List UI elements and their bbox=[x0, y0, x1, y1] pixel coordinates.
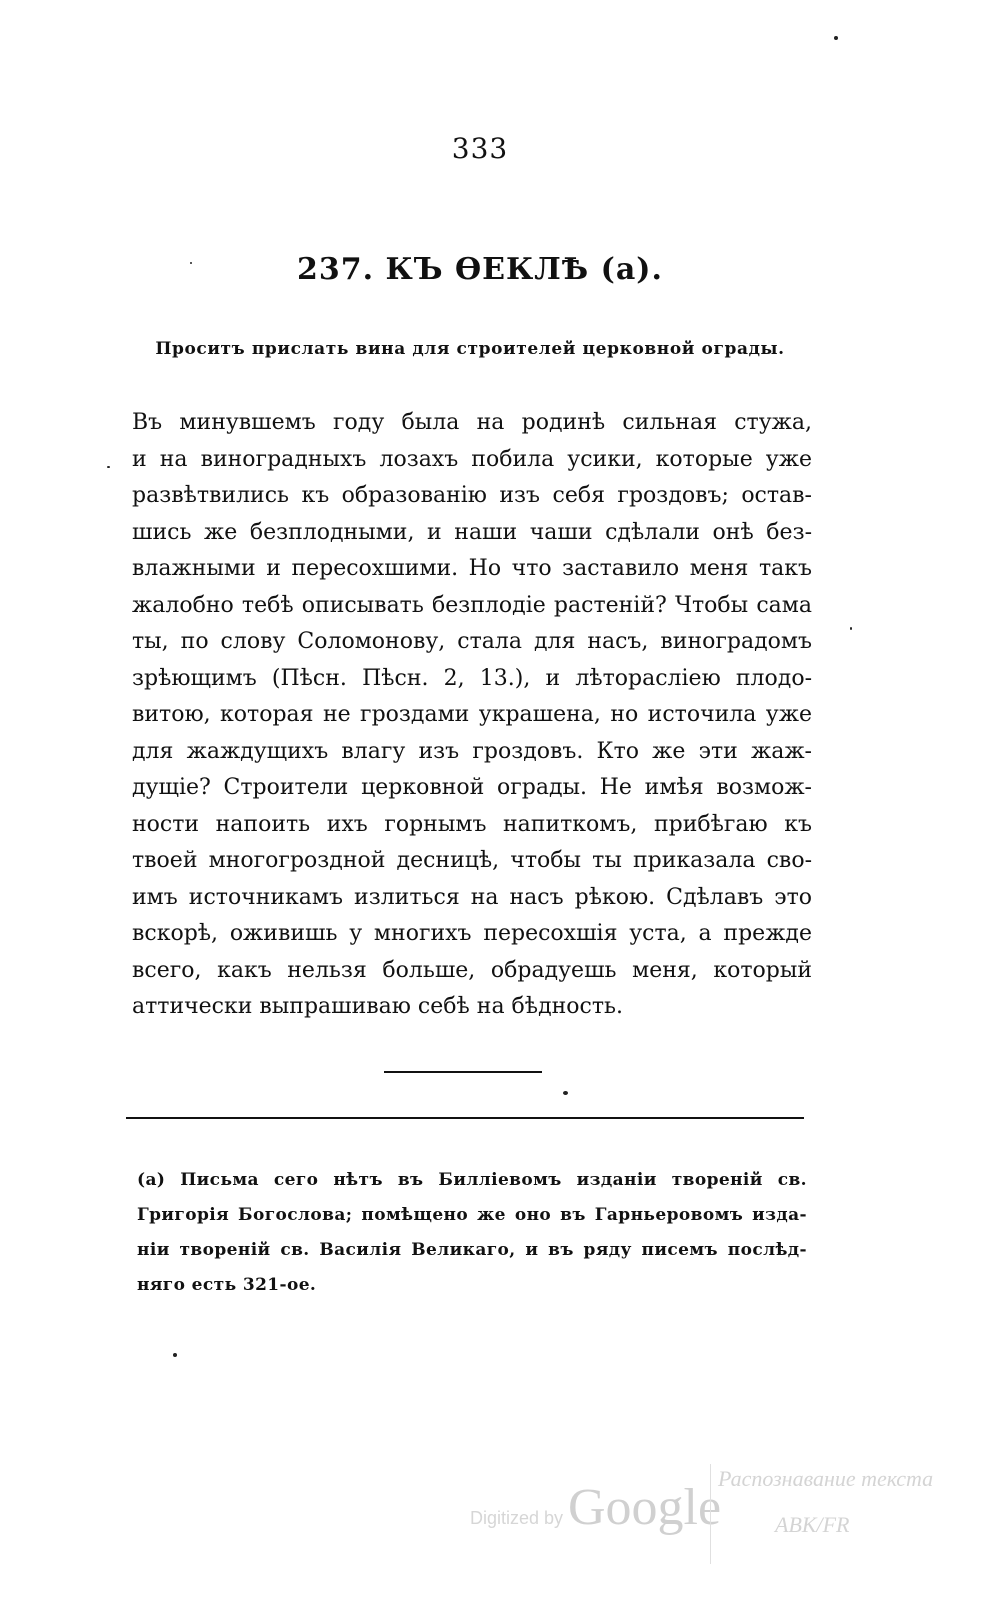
body-line: для жаждущихъ влагу изъ гроздовъ. Кто же эти жаж- bbox=[132, 738, 812, 764]
body-line: твоей многогроздной десницѣ, чтобы ты приказала сво- bbox=[132, 848, 812, 873]
body-line: зрѣющимъ (Пѣсн. Пѣсн. 2, 13.), и лѣторасліею плодо- bbox=[132, 665, 812, 691]
scan-speck bbox=[563, 1091, 568, 1095]
body-line: жалобно тебѣ описывать безплодіе растеній? Чтобы сама bbox=[132, 592, 812, 618]
body-line: вскорѣ, оживишь у многихъ пересохшія уста, а прежде bbox=[132, 921, 812, 946]
footnote-separator bbox=[126, 1117, 804, 1119]
body-line: всего, какъ нельзя больше, обрадуешь меня, который bbox=[132, 957, 812, 983]
letter-body bbox=[132, 405, 812, 1026]
body-line: Въ минувшемъ году была на родинѣ сильная стужа, bbox=[132, 410, 812, 435]
letter-subtitle: Проситъ прислать вина для строителей церковной ограды. bbox=[155, 339, 785, 359]
letter-title: 237. КЪ ӨЕКЛѢ (а). bbox=[297, 252, 663, 287]
body-line: аттически выпрашиваю себѣ на бѣдность. bbox=[132, 994, 623, 1019]
footnote-line: Григорія Богослова; помѣщено же оно въ Гарньеровомъ изда- bbox=[137, 1205, 807, 1225]
body-line: имъ источникамъ излиться на насъ рѣкою. Сдѣлавъ это bbox=[132, 884, 812, 910]
end-of-letter-rule bbox=[384, 1071, 542, 1073]
footnote bbox=[137, 1163, 807, 1303]
recognition-initials: АВК/FR bbox=[775, 1512, 850, 1537]
scan-speck bbox=[107, 466, 110, 468]
body-line: ты, по слову Соломонову, стала для насъ, виноградомъ bbox=[132, 629, 812, 654]
scan-speck bbox=[190, 262, 192, 264]
scan-speck bbox=[834, 36, 838, 40]
digitized-by-label: Digitized by bbox=[470, 1508, 564, 1528]
footnote-line: няго есть 321-ое. bbox=[137, 1275, 317, 1295]
footnote-line: ніи твореній св. Василія Великаго, и въ ряду писемъ послѣд- bbox=[137, 1240, 807, 1260]
watermark-divider bbox=[710, 1464, 711, 1564]
body-line: витою, которая не гроздами украшена, но источила уже bbox=[132, 702, 812, 727]
digitization-watermark bbox=[470, 1458, 970, 1578]
scan-speck bbox=[850, 627, 852, 630]
recognition-label: Распознавание текста bbox=[718, 1466, 934, 1491]
body-line: шись же безплодными, и наши чаши сдѣлали онѣ без- bbox=[132, 519, 812, 545]
body-line: ности напоить ихъ горнымъ напиткомъ, прибѣгаю къ bbox=[132, 811, 812, 837]
body-line: влажными и пересохшими. Но что заставило меня такъ bbox=[132, 556, 812, 581]
page-number: 333 bbox=[451, 132, 509, 165]
body-line: дущіе? Строители церковной ограды. Не имѣя возмож- bbox=[132, 775, 812, 800]
body-line: развѣтвились къ образованію изъ себя гроздовъ; остав- bbox=[132, 483, 812, 508]
scan-speck bbox=[173, 1353, 177, 1357]
footnote-line: (а) Письма сего нѣтъ въ Билліевомъ изданіи твореній св. bbox=[137, 1170, 807, 1190]
google-logo: Google bbox=[568, 1479, 722, 1536]
body-line: и на виноградныхъ лозахъ побила усики, которые уже bbox=[132, 446, 812, 472]
